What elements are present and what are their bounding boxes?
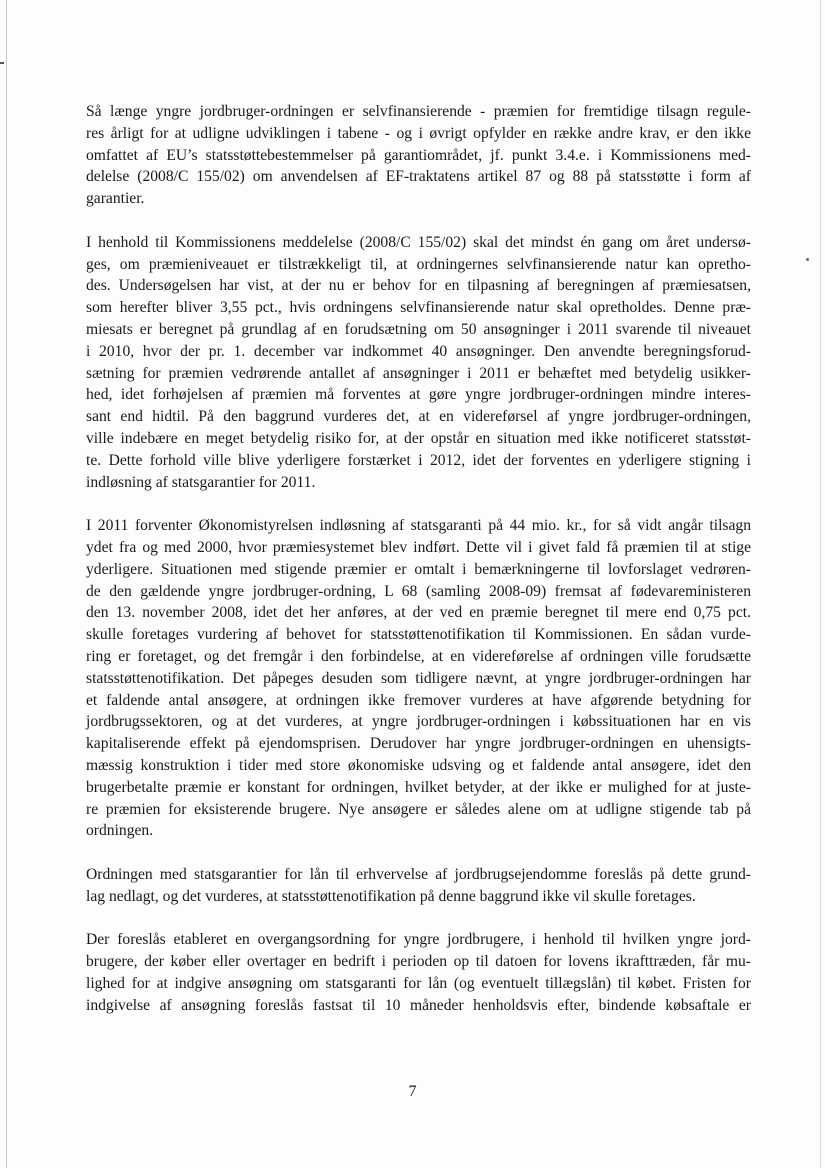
text-line: statsstøttenotifikation. Det påpeges desuden som tidligere nævnt, at yngre jordbruger-ordningen har xyxy=(86,669,751,687)
text-line: brugerbetalte præmie er konstant for ordningen, hvilket betyder, at der ikke er mulighed for at juste- xyxy=(86,778,751,796)
paragraph xyxy=(86,929,751,1016)
text-line: ges, om præmieniveauet er tilstrækkeligt til, at ordningernes selvfinansierende natur kan opretho- xyxy=(86,255,751,273)
text-line: delelse (2008/C 155/02) om anvendelsen af EF-traktatens artikel 87 og 88 på statsstøtte i form af xyxy=(86,168,751,186)
text-line: sant end hidtil. På den baggrund vurderes det, at en videreførsel af yngre jordbruger-ordningen, xyxy=(86,408,751,426)
text-line: omfattet af EU’s statsstøttebestemmelser på garantiområdet, jf. punkt 3.4.e. i Kommissionens med- xyxy=(86,146,751,164)
text-line: indløsning af statsgarantier for 2011. xyxy=(86,473,316,491)
text-line: de den gældende yngre jordbruger-ordning, L 68 (samling 2008-09) fremsat af fødevareministeren xyxy=(86,582,751,600)
text-line: et faldende antal ansøgere, at ordningen ikke fremover vurderes at have afgørende betydning for xyxy=(86,691,751,709)
text-line: te. Dette forhold ville blive yderligere forstærket i 2012, idet der forventes en yderligere stigning i xyxy=(86,451,751,469)
text-line: den 13. november 2008, idet det her anføres, at der ved en præmie beregnet til mere end 0,75 pct. xyxy=(86,604,751,622)
text-line: jordbrugssektoren, og at det vurderes, at yngre jordbruger-ordningen i købssituationen har en vis xyxy=(86,713,751,731)
text-line: som herefter bliver 3,55 pct., hvis ordningens selvfinansierende natur skal opretholdes. Denne præ- xyxy=(86,299,751,317)
document-body xyxy=(86,101,751,1038)
text-line: des. Undersøgelsen har vist, at der nu er behov for en tilpasning af beregningen af præmiesatsen, xyxy=(86,277,751,295)
text-line: mæssig konstruktion i tider med store økonomiske udsving og et faldende antal ansøgere, idet den xyxy=(86,756,751,774)
text-line: lag nedlagt, og det vurderes, at statsstøttenotifikation på denne baggrund ikke vil skulle foretages. xyxy=(86,887,696,905)
text-line: brugere, der køber eller overtager en bedrift i perioden op til datoen for lovens ikrafttræden, får mu- xyxy=(86,953,751,971)
text-line: hed, idet forhøjelsen af præmien må forventes at gøre yngre jordbruger-ordningen mindre interes- xyxy=(86,386,751,404)
scan-dot xyxy=(806,258,809,261)
scan-edge-left xyxy=(6,0,7,1168)
scan-mark xyxy=(0,62,4,64)
paragraph xyxy=(86,515,751,842)
text-line: kapitaliserende effekt på ejendomsprisen. Derudover har yngre jordbruger-ordningen en uhensigts- xyxy=(86,735,751,753)
page-number: 7 xyxy=(408,1083,417,1100)
paragraph xyxy=(86,232,751,494)
text-line: indgivelse af ansøgning foreslås fastsat til 10 måneder henholdsvis efter, bindende købsaftale er xyxy=(86,996,751,1014)
text-line: i 2010, hvor der pr. 1. december var indkommet 40 ansøgninger. Den anvendte beregningsforud- xyxy=(86,342,751,360)
paragraph xyxy=(86,864,751,908)
text-line: ordningen. xyxy=(86,822,154,840)
text-line: Ordningen med statsgarantier for lån til erhvervelse af jordbrugsejendomme foreslås på dette grund- xyxy=(86,865,751,883)
text-line: res årligt for at udligne udviklingen i tabene - og i øvrigt opfylder en række andre krav, er den ikke xyxy=(86,124,751,142)
paragraph xyxy=(86,101,751,210)
text-line: yderligere. Situationen med stigende præmier er omtalt i bemærkningerne til lovforslaget vedrøren- xyxy=(86,560,751,578)
text-line: skulle foretages vurdering af behovet for statsstøttenotifikation til Kommissionen. En sådan vurde- xyxy=(86,626,751,644)
text-line: Så længe yngre jordbruger-ordningen er selvfinansierende - præmien for fremtidige tilsagn regule- xyxy=(86,103,751,120)
text-line: garantier. xyxy=(86,190,145,208)
text-line: ring er foretaget, og det fremgår i den forbindelse, at en videreførelse af ordningen ville forudsætte xyxy=(86,647,751,665)
text-line: ville indebære en meget betydelig risiko for, at der opstår en situation med ikke notificeret statsstøt- xyxy=(86,429,751,447)
scan-edge-right xyxy=(820,0,821,1168)
text-line: sætning for præmien vedrørende antallet af ansøgninger i 2011 er behæftet med betydelig usikker- xyxy=(86,364,751,382)
text-line: I henhold til Kommissionens meddelelse (2008/C 155/02) skal det mindst én gang om året undersø- xyxy=(86,233,751,251)
text-line: ydet fra og med 2000, hvor præmiesystemet blev indført. Dette vil i givet fald få præmien til at stige xyxy=(86,538,751,556)
text-line: I 2011 forventer Økonomistyrelsen indløsning af statsgaranti på 44 mio. kr., for så vidt angår tilsagn xyxy=(86,517,751,535)
text-line: re præmien for eksisterende brugere. Nye ansøgere er således alene om at udligne stigende tab på xyxy=(86,800,751,818)
text-line: lighed for at indgive ansøgning om statsgaranti for lån (og eventuelt tillægslån) til købet. Fristen for xyxy=(86,974,751,992)
text-line: miesats er beregnet på grundlag af en forudsætning om 50 ansøgninger i 2011 svarende til niveauet xyxy=(86,320,751,338)
text-line: Der foreslås etableret en overgangsordning for yngre jordbrugere, i henhold til hvilken yngre jord- xyxy=(86,931,751,949)
